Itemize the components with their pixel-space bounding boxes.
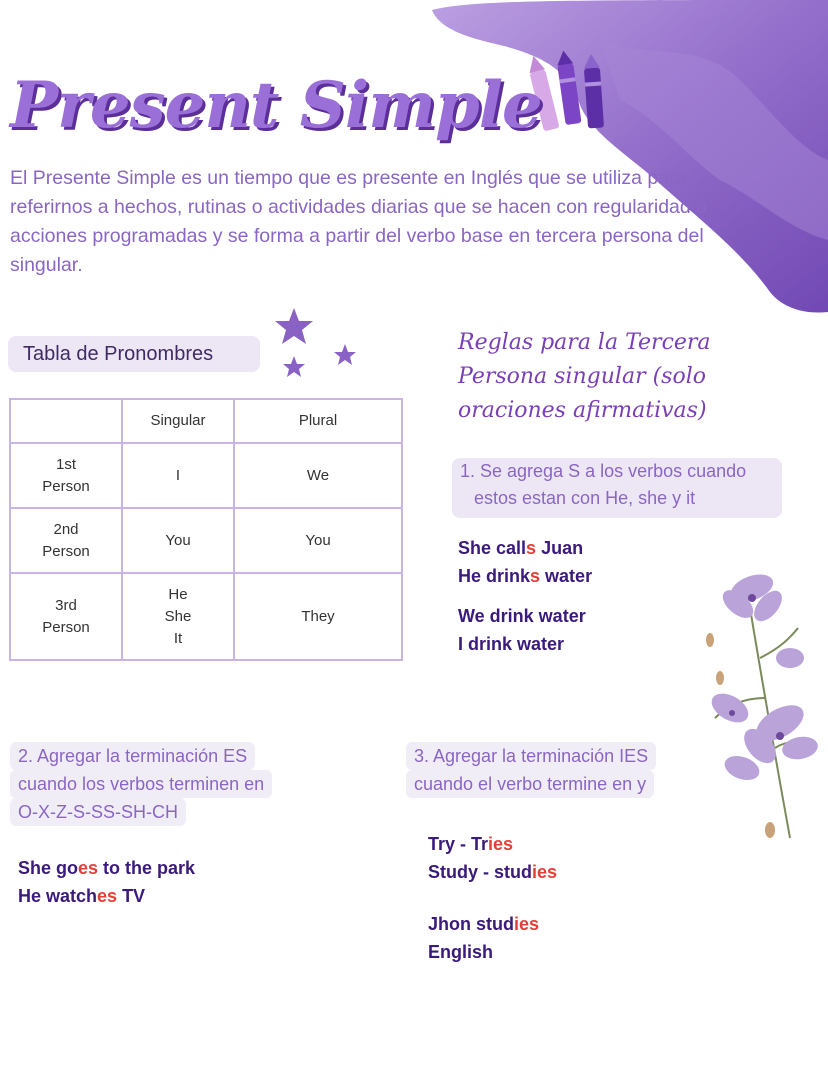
table-header-cell: Singular: [122, 399, 234, 443]
rule-2-box: [10, 742, 272, 826]
table-row: [10, 443, 402, 508]
rule-2-examples: [18, 854, 195, 910]
rule-1-line: 1. Se agrega S a los verbos cuando: [460, 461, 747, 481]
table-cell-singular: He She It: [122, 573, 234, 660]
pronouns-table: [9, 398, 403, 661]
table-cell-singular: You: [122, 508, 234, 573]
example-line: English: [428, 942, 494, 962]
table-row: [10, 573, 402, 660]
example-line: She goes to the park: [18, 858, 196, 878]
star-icon: [272, 304, 362, 384]
example-line: She calls Juan: [458, 538, 584, 558]
rule-2-line: O-X-Z-S-SS-SH-CH: [10, 798, 186, 826]
rule-1-line: estos estan con He, she y it: [474, 488, 696, 508]
rule-3-examples-a: [428, 830, 557, 886]
rule-1-examples-a: [458, 534, 592, 590]
table-cell-person: 3rd Person: [10, 573, 122, 660]
rules-heading: Reglas para la Tercera Persona singular (solo oraciones afirmativas): [458, 330, 711, 423]
table-label: Tabla de Pronombres: [8, 336, 260, 372]
table-cell-plural: We: [234, 443, 402, 508]
example-line: He drinks water: [458, 566, 593, 586]
table-cell-person: 2nd Person: [10, 508, 122, 573]
rule-2-line: cuando los verbos terminen en: [10, 770, 272, 798]
table-cell-plural: You: [234, 508, 402, 573]
table-cell-singular: I: [122, 443, 234, 508]
rule-1-examples-b: [458, 602, 586, 658]
rule-3-box: [406, 742, 656, 798]
example-line: Jhon studies: [428, 914, 540, 934]
table-row: [10, 508, 402, 573]
table-cell-person: 1st Person: [10, 443, 122, 508]
example-line: I drink water: [458, 634, 565, 654]
rule-3-examples-b: [428, 910, 539, 966]
table-header-row: [10, 399, 402, 443]
rule-1-box: [452, 458, 782, 518]
rule-3-line: cuando el verbo termine en y: [406, 770, 654, 798]
page-title: Present Simple: [10, 68, 542, 143]
table-header-cell: Plural: [234, 399, 402, 443]
table-header-cell: [10, 399, 122, 443]
example-line: Study - studies: [428, 862, 558, 882]
table-cell-plural: They: [234, 573, 402, 660]
rule-3-line: 3. Agregar la terminación IES: [406, 742, 656, 770]
rule-2-line: 2. Agregar la terminación ES: [10, 742, 255, 770]
flower-illustration: [690, 548, 828, 848]
example-line: He watches TV: [18, 886, 146, 906]
example-line: Try - Tries: [428, 834, 514, 854]
intro-paragraph: El Presente Simple es un tiempo que es presente en Inglés que se utiliza para referirnos a hechos, rutinas o actividades diarias que se hacen con regularidad o acciones programadas y se forma a partir del verbo base en tercera persona del singular.: [10, 167, 708, 276]
example-line: We drink water: [458, 606, 586, 626]
